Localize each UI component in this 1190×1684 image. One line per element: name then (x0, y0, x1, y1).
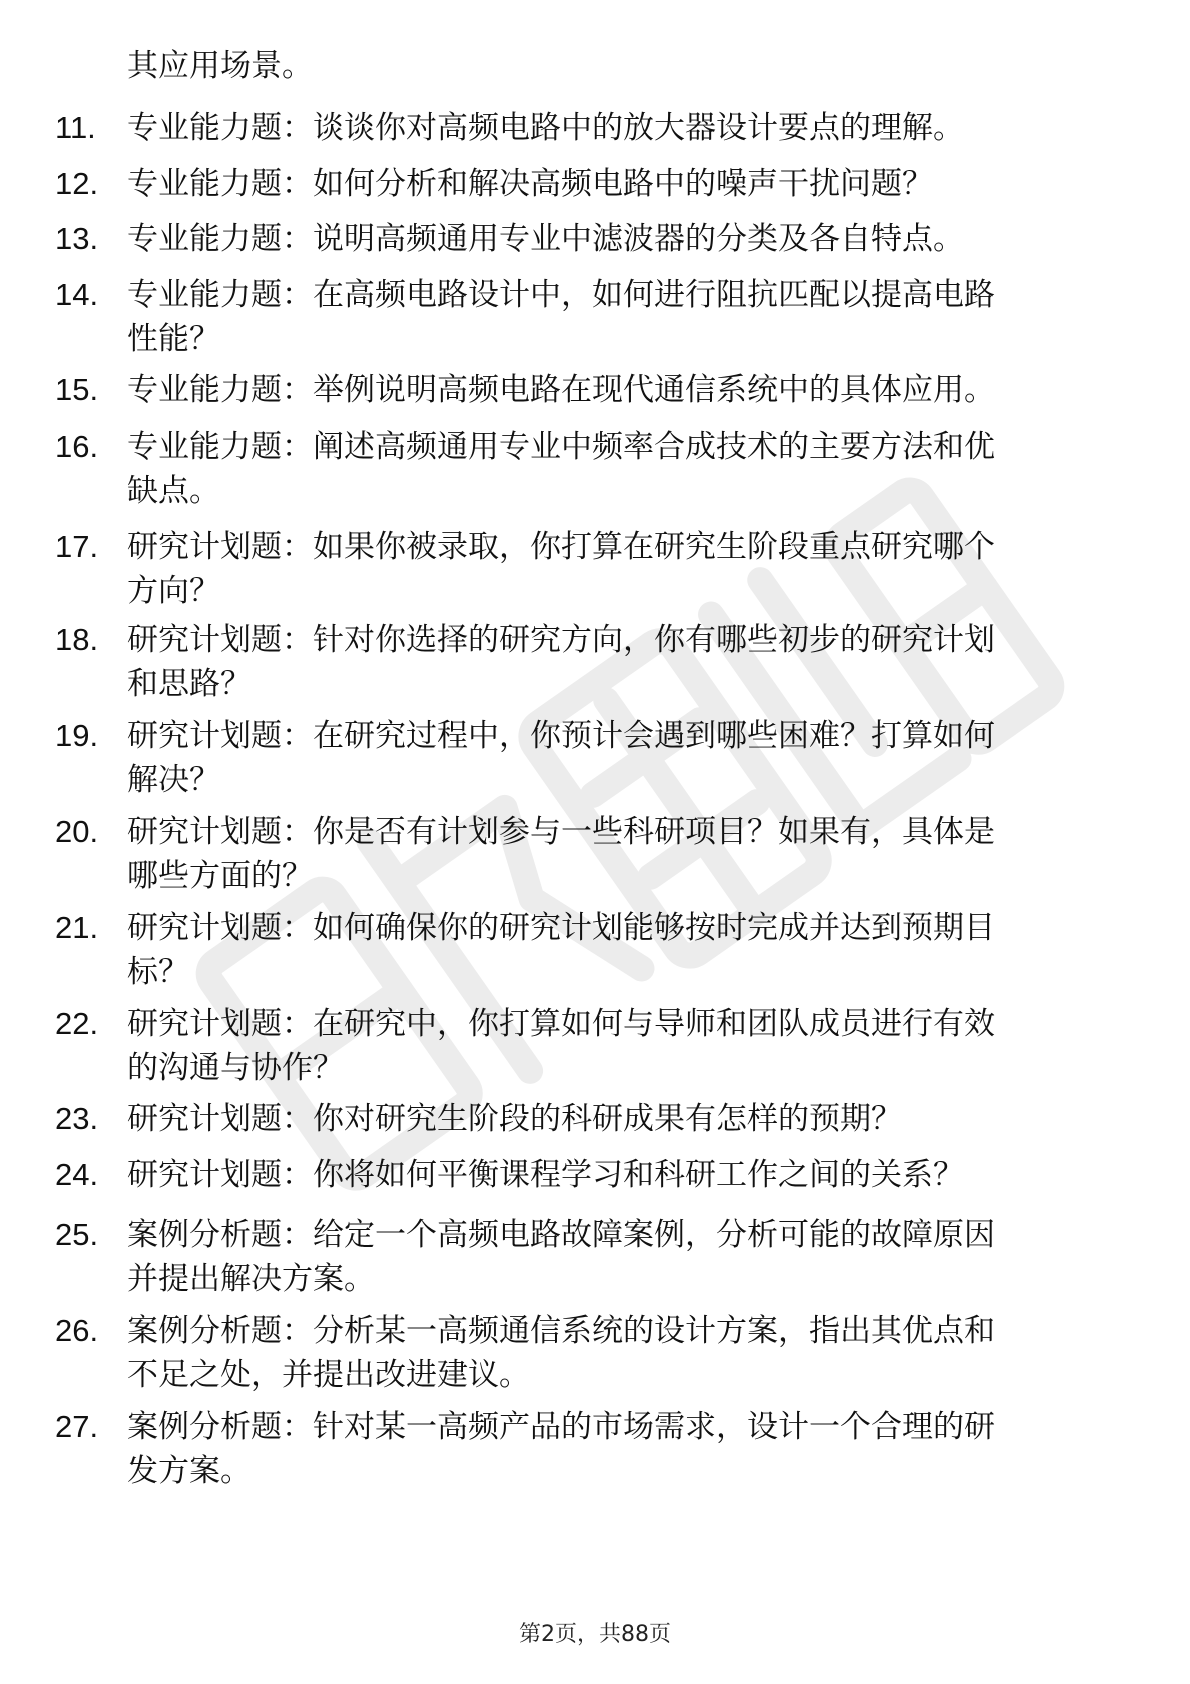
question-text-continued: 方向？ (127, 573, 220, 609)
question-text: 研究计划题：你将如何平衡课程学习和科研工作之间的关系？ (127, 1157, 964, 1193)
question-text-continued: 发方案。 (127, 1453, 251, 1489)
question-text: 研究计划题：你对研究生阶段的科研成果有怎样的预期？ (127, 1101, 902, 1137)
question-number: 26. (55, 1313, 99, 1348)
question-number: 14. (55, 277, 99, 312)
question-text-continued: 哪些方面的？ (127, 858, 313, 894)
question-text: 专业能力题：在高频电路设计中，如何进行阻抗匹配以提高电路 (127, 277, 995, 313)
question-text: 专业能力题：说明高频通用专业中滤波器的分类及各自特点。 (127, 221, 964, 257)
question-number: 18. (55, 622, 99, 657)
question-text: 研究计划题：在研究中，你打算如何与导师和团队成员进行有效 (127, 1006, 995, 1042)
question-text-continued: 不足之处，并提出改进建议。 (127, 1357, 530, 1393)
continuation-text: 其应用场景。 (127, 48, 313, 84)
question-number: 27. (55, 1409, 99, 1444)
question-text-continued: 和思路？ (127, 666, 251, 702)
question-text: 研究计划题：如果你被录取，你打算在研究生阶段重点研究哪个 (127, 529, 995, 565)
question-text: 专业能力题：谈谈你对高频电路中的放大器设计要点的理解。 (127, 110, 964, 146)
question-text: 案例分析题：分析某一高频通信系统的设计方案，指出其优点和 (127, 1313, 995, 1349)
question-text-continued: 标？ (127, 954, 189, 990)
question-text: 案例分析题：给定一个高频电路故障案例，分析可能的故障原因 (127, 1217, 995, 1253)
question-number: 20. (55, 814, 99, 849)
page-footer: 第2页，共88页 (519, 1622, 671, 1647)
question-number: 22. (55, 1006, 99, 1041)
question-text: 专业能力题：举例说明高频电路在现代通信系统中的具体应用。 (127, 372, 995, 408)
question-number: 17. (55, 529, 99, 564)
question-text: 研究计划题：你是否有计划参与一些科研项目？如果有，具体是 (127, 814, 995, 850)
question-text: 研究计划题：针对你选择的研究方向，你有哪些初步的研究计划 (127, 622, 995, 658)
question-text-continued: 并提出解决方案。 (127, 1261, 375, 1297)
question-number: 25. (55, 1217, 99, 1252)
question-text-continued: 缺点。 (127, 473, 220, 509)
question-number: 12. (55, 166, 99, 201)
question-text-continued: 的沟通与协作？ (127, 1050, 344, 1086)
question-text: 专业能力题：如何分析和解决高频电路中的噪声干扰问题？ (127, 166, 933, 202)
question-number: 11. (55, 110, 96, 145)
question-text: 专业能力题：阐述高频通用专业中频率合成技术的主要方法和优 (127, 429, 995, 465)
question-number: 15. (55, 372, 99, 407)
question-number: 19. (55, 718, 99, 753)
question-text: 研究计划题：在研究过程中，你预计会遇到哪些困难？打算如何 (127, 718, 995, 754)
question-text: 研究计划题：如何确保你的研究计划能够按时完成并达到预期目 (127, 910, 995, 946)
question-number: 13. (55, 221, 99, 256)
question-number: 23. (55, 1101, 99, 1136)
question-text-continued: 性能？ (127, 321, 220, 357)
question-number: 24. (55, 1157, 99, 1192)
question-text: 案例分析题：针对某一高频产品的市场需求，设计一个合理的研 (127, 1409, 995, 1445)
question-text-continued: 解决？ (127, 762, 220, 798)
question-number: 21. (55, 910, 99, 945)
question-number: 16. (55, 429, 99, 464)
